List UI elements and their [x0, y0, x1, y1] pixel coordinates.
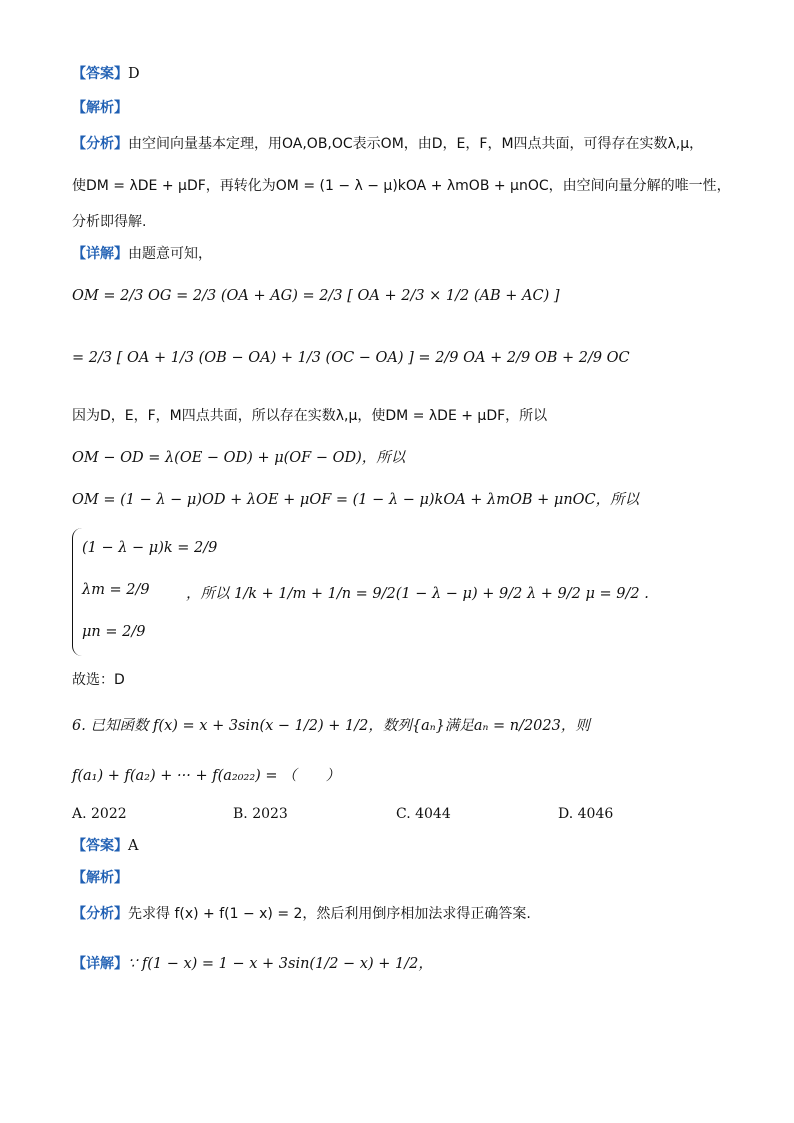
q5-detail-tag: 【详解】 — [72, 246, 128, 262]
q5-detail-intro: 由题意可知， — [128, 246, 212, 262]
q5-analysis-heading — [72, 98, 128, 118]
q5-equation-3: 因为D，E，F，M四点共面，所以存在实数λ,μ，使DM = λDE + μDF，所以 — [72, 408, 548, 424]
q5-fenxi-text3: 分析即得解. — [72, 214, 147, 230]
q5-analysis-tag: 【解析】 — [72, 100, 128, 116]
q6-stem-text1: 6. 已知函数 f(x) = x + 3sin(x − 1/2) + 1/2，数列{aₙ}满足aₙ = n/2023，则 — [72, 718, 590, 734]
q5-answer-tag: 【答案】 — [72, 66, 128, 82]
q5-equation-2: = 2/3 [ OA + 1/3 (OB − OA) + 1/3 (OC − OA) ] = 2/9 OA + 2/9 OB + 2/9 OC — [72, 350, 630, 366]
q6-analysis-tag: 【解析】 — [72, 870, 128, 886]
q5-answer-value: D — [128, 66, 140, 82]
q5-fenxi-text1: 由空间向量基本定理，用OA,OB,OC表示OM，由D，E，F，M四点共面，可得存在实数λ,μ， — [128, 136, 704, 152]
q6-analysis-heading — [72, 868, 128, 888]
q6-stem-text2: f(a₁) + f(a₂) + ··· + f(a₂₀₂₂) = （ ） — [72, 768, 341, 784]
q5-answer-line — [72, 64, 140, 84]
q6-answer-line — [72, 836, 138, 856]
q5-fenxi-tag: 【分析】 — [72, 136, 128, 152]
q6-option-d: D. 4046 — [558, 806, 614, 822]
q6-stem-line2 — [72, 766, 340, 786]
q5-fenxi-line3 — [72, 212, 146, 232]
q5-fenxi-text2: 使DM = λDE + μDF，再转化为OM = (1 − λ − μ)kOA + λmOB + μnOC，由空间向量分解的唯一性， — [72, 178, 731, 194]
q5-fenxi-line2 — [72, 176, 731, 196]
q6-fenxi-tag: 【分析】 — [72, 906, 128, 922]
q5-choice: 故选：D — [72, 672, 125, 688]
system-eq-3: μn = 2/9 — [82, 624, 146, 640]
q6-detail-line — [72, 954, 433, 974]
q6-fenxi-text: 先求得 f(x) + f(1 − x) = 2，然后利用倒序相加法求得正确答案. — [128, 906, 531, 922]
q6-option-c: C. 4044 — [396, 806, 451, 822]
system-eq-1: (1 − λ − μ)k = 2/9 — [82, 540, 218, 556]
q6-detail-tag: 【详解】 — [72, 956, 128, 972]
q6-option-a: A. 2022 — [72, 806, 127, 822]
system-eq-2: λm = 2/9 — [82, 582, 150, 598]
q5-fenxi-line1 — [72, 134, 703, 154]
q6-option-b: B. 2023 — [233, 806, 288, 822]
system-result: ，所以 1/k + 1/m + 1/n = 9/2(1 − λ − μ) + 9/2 λ + 9/2 μ = 9/2 . — [186, 586, 649, 602]
q5-equation-5: OM = (1 − λ − μ)OD + λOE + μOF = (1 − λ − μ)kOA + λmOB + μnOC，所以 — [72, 492, 640, 508]
q6-stem-line1 — [72, 716, 590, 736]
q6-fenxi-line — [72, 904, 531, 924]
q6-answer-value: A — [128, 838, 139, 854]
q6-detail-text: ∵ f(1 − x) = 1 − x + 3sin(1/2 − x) + 1/2， — [128, 956, 433, 972]
q5-equation-4: OM − OD = λ(OE − OD) + μ(OF − OD)，所以 — [72, 450, 406, 466]
q6-answer-tag: 【答案】 — [72, 838, 128, 854]
q5-detail-heading — [72, 244, 212, 264]
q5-equation-1: OM = 2/3 OG = 2/3 (OA + AG) = 2/3 [ OA + 2/3 × 1/2 (AB + AC) ] — [72, 288, 560, 304]
